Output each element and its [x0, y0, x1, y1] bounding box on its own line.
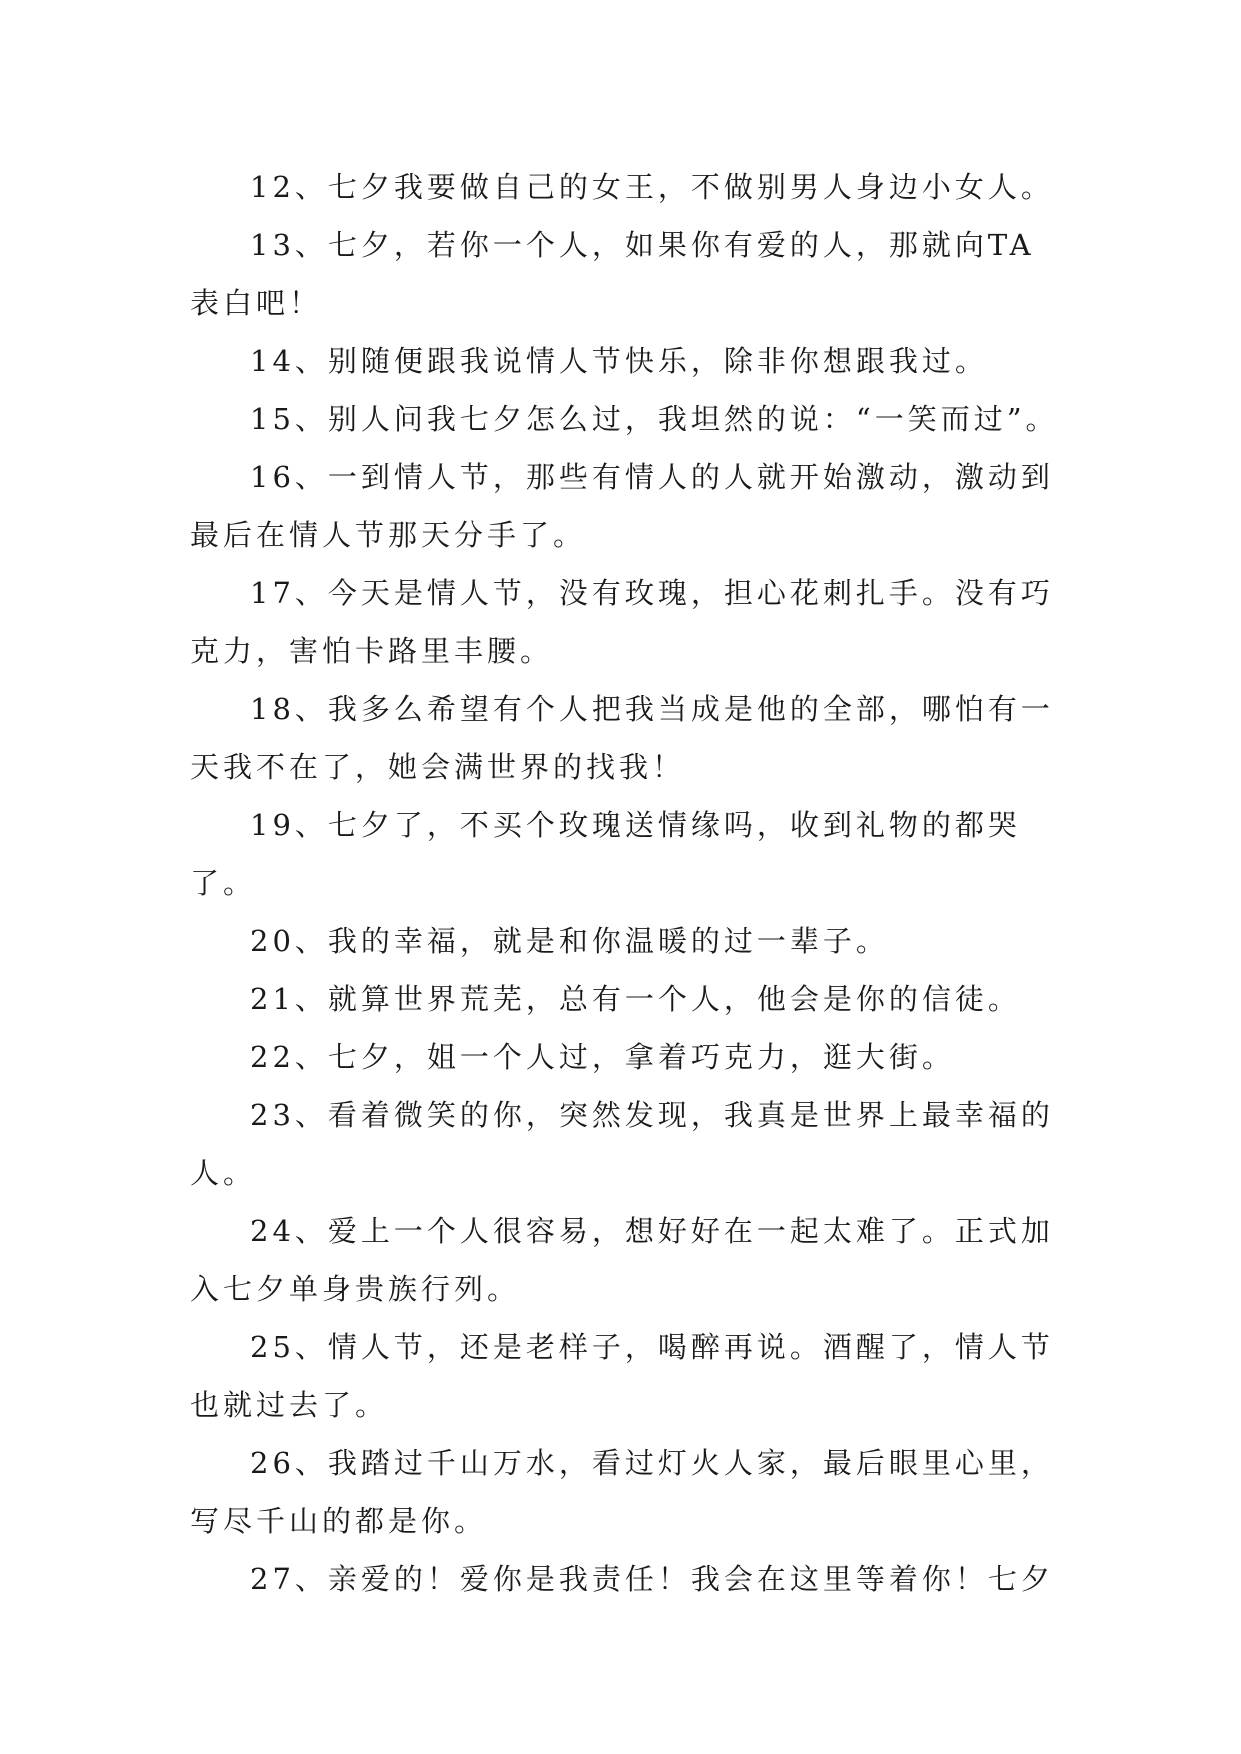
paragraph: 23、看着微笑的你，突然发现，我真是世界上最幸福的人。: [190, 1098, 1054, 1190]
paragraph: 17、今天是情人节，没有玫瑰，担心花刺扎手。没有巧克力，害怕卡路里丰腰。: [190, 576, 1054, 668]
paragraph: 14、别随便跟我说情人节快乐，除非你想跟我过。: [250, 344, 988, 378]
paragraph: 25、情人节，还是老样子，喝醉再说。酒醒了，情人节也就过去了。: [190, 1330, 1054, 1422]
paragraph: 20、我的幸福，就是和你温暖的过一辈子。: [250, 924, 889, 958]
paragraph: 15、别人问我七夕怎么过，我坦然的说：“一笑而过”。: [250, 402, 1059, 436]
paragraph: 19、七夕了，不买个玫瑰送情缘吗，收到礼物的都哭了。: [190, 808, 1021, 900]
paragraph: 12、七夕我要做自己的女王，不做别男人身边小女人。: [250, 170, 1054, 204]
paragraph: 27、亲爱的！爱你是我责任！我会在这里等着你！七夕: [250, 1562, 1054, 1596]
paragraph: 16、一到情人节，那些有情人的人就开始激动，激动到最后在情人节那天分手了。: [190, 460, 1054, 552]
document-body: [190, 158, 1060, 1608]
paragraph: 24、爱上一个人很容易，想好好在一起太难了。正式加入七夕单身贵族行列。: [190, 1214, 1054, 1306]
paragraph: 21、就算世界荒芜，总有一个人，他会是你的信徒。: [250, 982, 1021, 1016]
paragraph: 26、我踏过千山万水，看过灯火人家，最后眼里心里，写尽千山的都是你。: [190, 1446, 1054, 1538]
paragraph: 13、七夕，若你一个人，如果你有爱的人，那就向TA表白吧！: [190, 228, 1035, 320]
paragraph: 18、我多么希望有个人把我当成是他的全部，哪怕有一天我不在了，她会满世界的找我！: [190, 692, 1054, 784]
paragraph: 22、七夕，姐一个人过，拿着巧克力，逛大街。: [250, 1040, 955, 1074]
